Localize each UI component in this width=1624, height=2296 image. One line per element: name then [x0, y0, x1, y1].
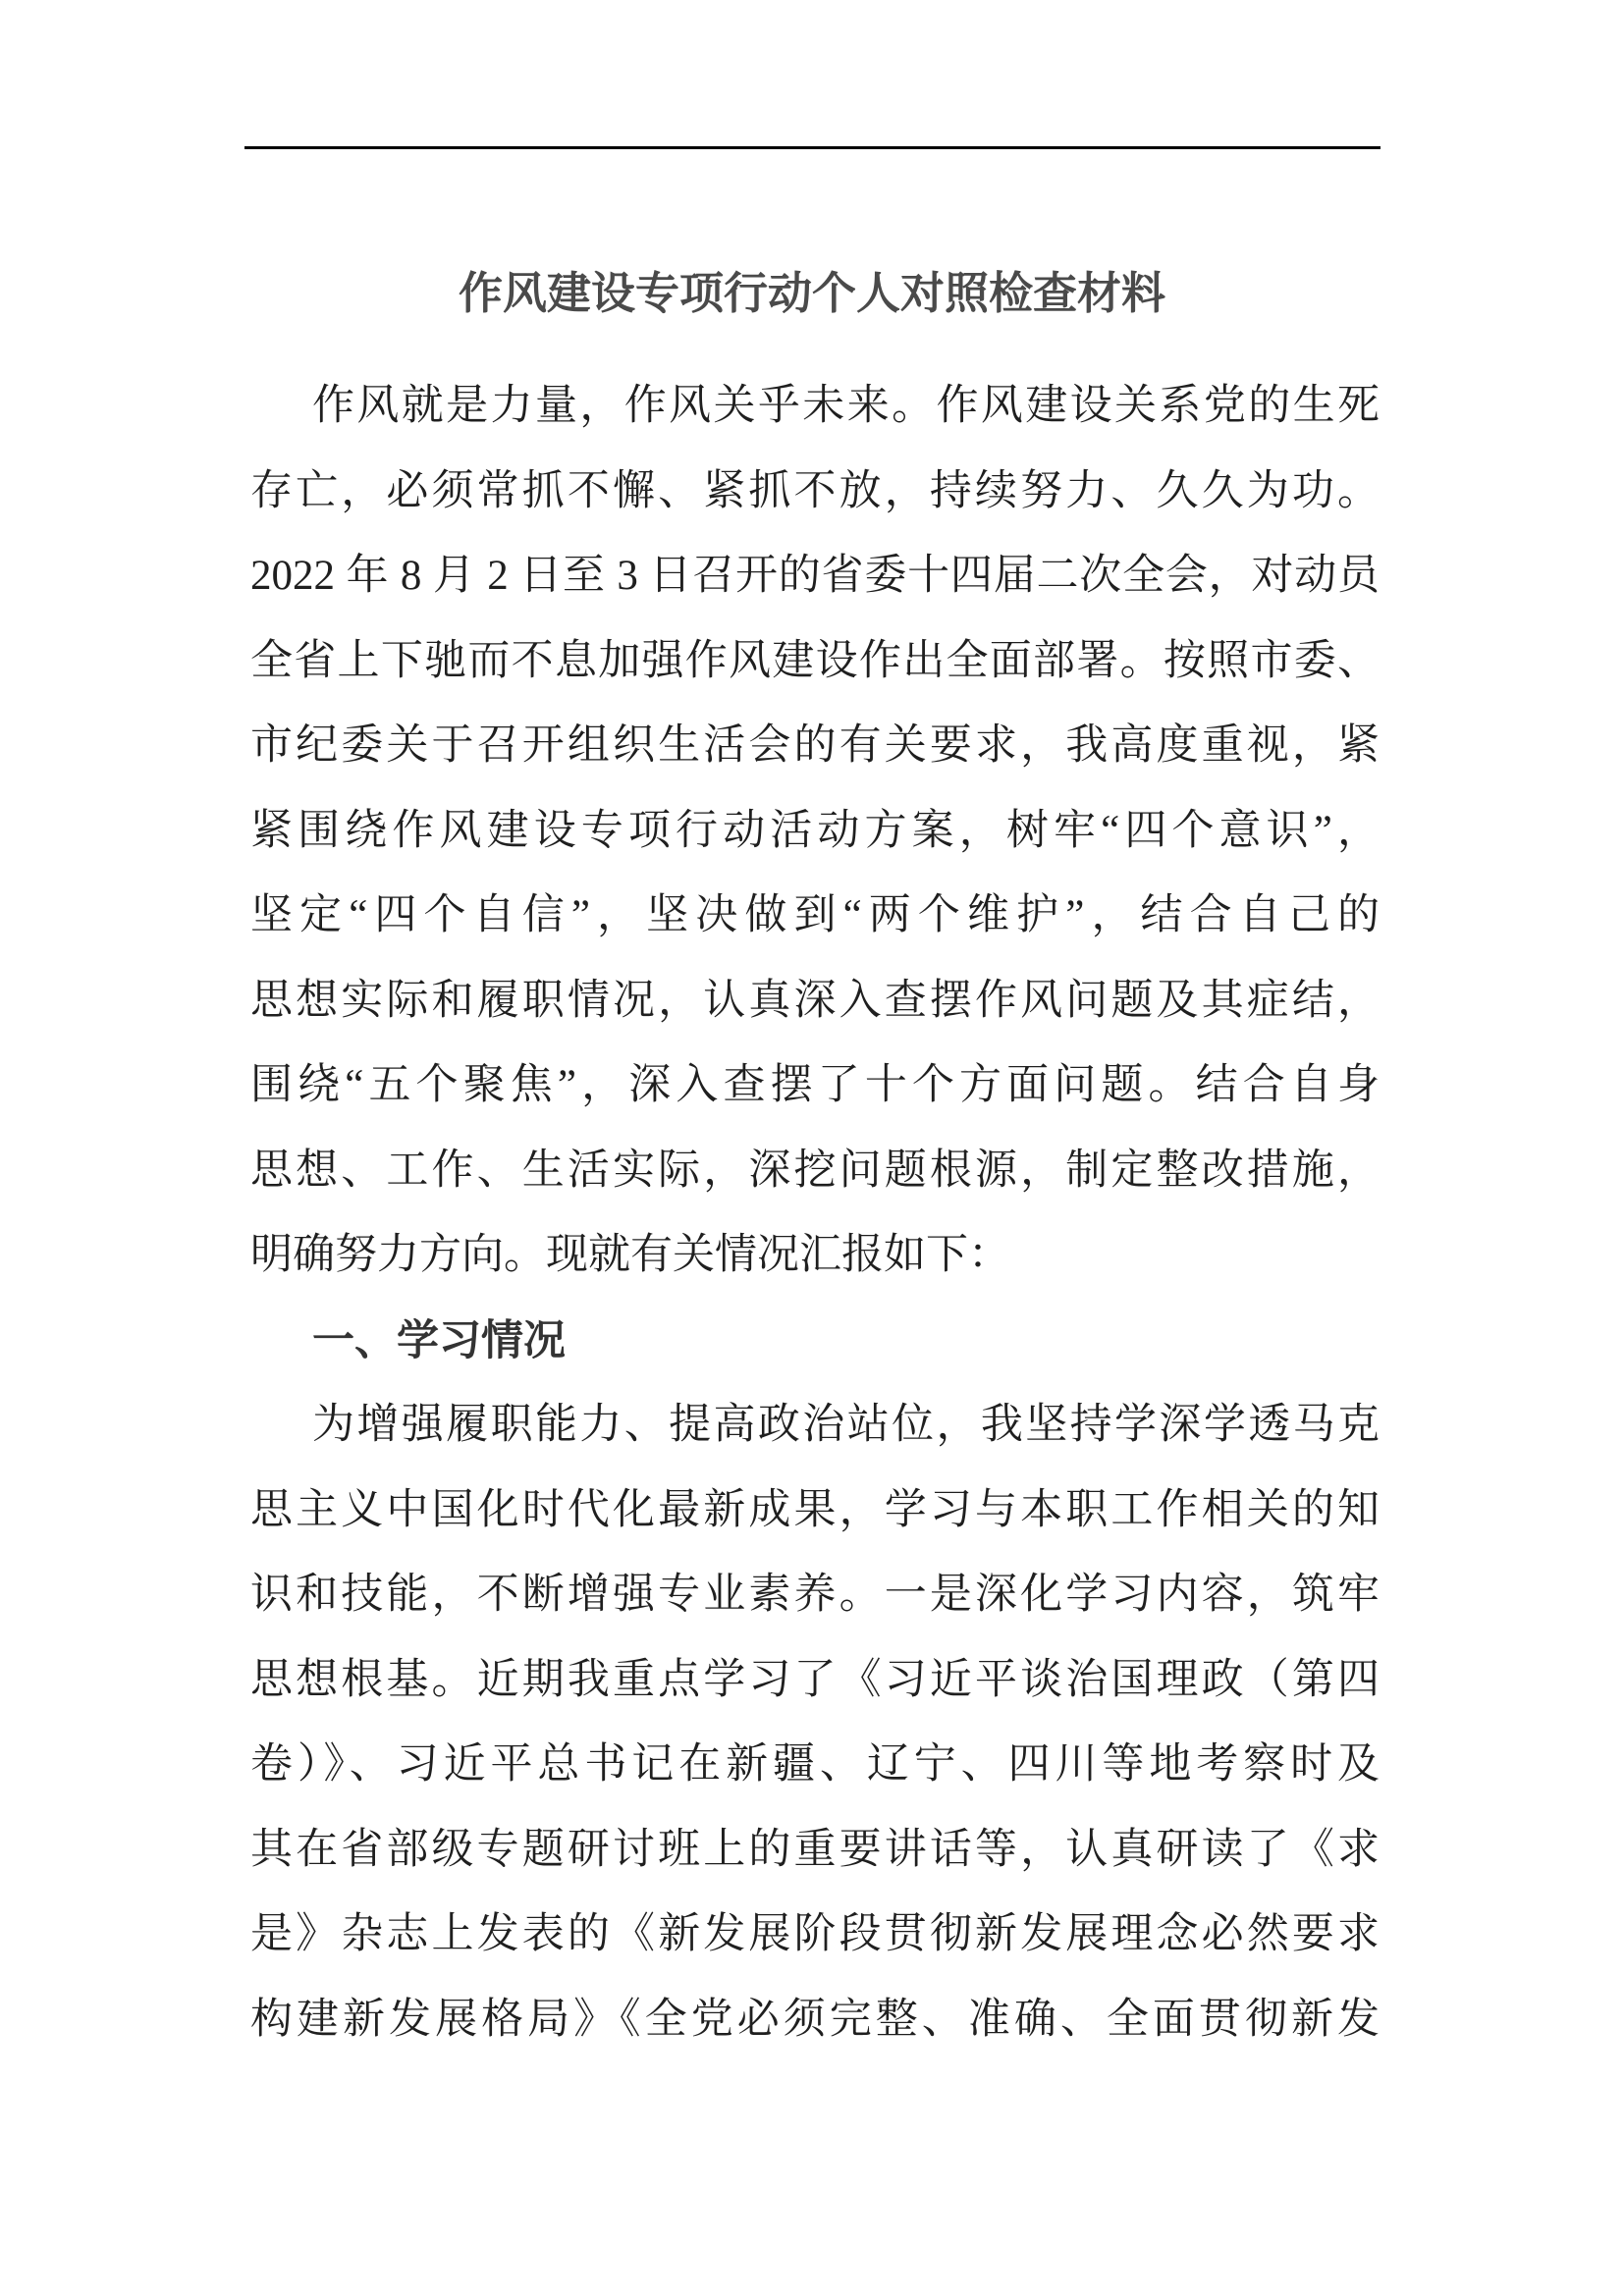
text-line: 识和技能，不断增强专业素养。一是深化学习内容，筑牢: [250, 1572, 1380, 1618]
text-line: 存亡，必须常抓不懈、紧抓不放，持续努力、久久为功。: [250, 467, 1380, 514]
text-line: 其在省部级专题研讨班上的重要讲话等，认真研读了《求: [250, 1826, 1380, 1873]
text-line: 是》杂志上发表的《新发展阶段贯彻新发展理念必然要求: [250, 1911, 1380, 1957]
section-heading: 一、学习情况: [312, 1316, 566, 1364]
text-line: 2022 年 8 月 2 日至 3 日召开的省委十四届二次全会，对动员: [250, 553, 1380, 599]
text-line: 作风就是力量，作风关乎未来。作风建设关系党的生死: [312, 383, 1380, 429]
text-line: 全省上下驰而不息加强作风建设作出全面部署。按照市委、: [250, 637, 1380, 684]
text-line: 坚定“四个自信”，坚决做到“两个维护”，结合自己的: [250, 892, 1380, 938]
text-line: 卷）》、习近平总书记在新疆、辽宁、四川等地考察时及: [250, 1741, 1380, 1788]
header-divider: [244, 146, 1380, 149]
text-line: 思想、工作、生活实际，深挖问题根源，制定整改措施，: [250, 1147, 1380, 1194]
text-line: 思想实际和履职情况，认真深入查摆作风问题及其症结，: [250, 977, 1380, 1024]
document-body: [250, 364, 1380, 2062]
document-title: 作风建设专项行动个人对照检查材料: [458, 268, 1165, 318]
text-line: 思想根基。近期我重点学习了《习近平谈治国理政（第四: [250, 1656, 1380, 1703]
text-line: 明确努力方向。现就有关情况汇报如下：: [250, 1232, 1010, 1278]
text-line: 为增强履职能力、提高政治站位，我坚持学深学透马克: [312, 1402, 1380, 1448]
text-line: 围绕“五个聚焦”，深入查摆了十个方面问题。结合自身: [250, 1062, 1380, 1108]
text-line: 市纪委关于召开组织生活会的有关要求，我高度重视，紧: [250, 722, 1380, 769]
text-line: 构建新发展格局》《全党必须完整、准确、全面贯彻新发: [250, 1996, 1380, 2043]
text-line: 紧围绕作风建设专项行动活动方案，树牢“四个意识”，: [250, 807, 1380, 854]
text-line: 思主义中国化时代化最新成果，学习与本职工作相关的知: [250, 1486, 1380, 1533]
